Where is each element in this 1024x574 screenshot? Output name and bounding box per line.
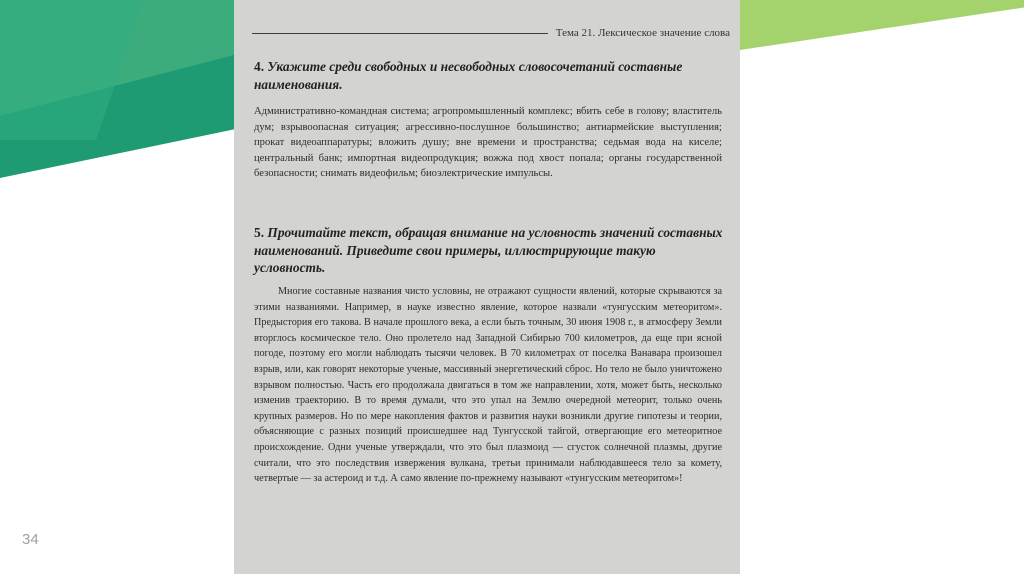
task-5-title: [254, 224, 724, 277]
slide-number: 34: [22, 531, 39, 548]
task-4-title: [254, 58, 724, 93]
task-4-number: 4.: [254, 59, 265, 74]
task-5-title-text: Прочитайте текст, обращая внимание на условность значений составных наименований. Приведите свои примеры, иллюстрирующие такую условность.: [254, 225, 723, 275]
decorative-lime-band: [740, 0, 1024, 50]
header-rule: [252, 33, 548, 34]
task-4-body: Административно-командная система; агропромышленный комплекс; вбить себе в голову; властитель дум; взрывоопасная ситуация; агрессивно-послушное большинство; антиармейские выступления; прокат видеоаппаратуры; вложить душу; вне времени и пространства; седьмая вода на киселе; центральный банк; импортная видеопродукция; вожжа под хвост попала; органы государственной безопасности; снимать видеофильм; биоэлектрические импульсы.: [254, 106, 722, 180]
task-4-title-text: Укажите среди свободных и несвободных словосочетаний составные наименования.: [254, 59, 683, 92]
task-5-body: Многие составные названия чисто условны, не отражают сущности явлений, которые скрываются за этими названиями. Например, в науке известно явление, которое назвали «тунгусским метеоритом». Предыстория его такова. В начале прошлого века, а если быть точным, 30 июня 1908 г., в атмосферу Земли вторглось космическое тело. Оно пролетело над Западной Сибирью 700 километров, да еще при ясной погоде, поэтому его могли наблюдать тысячи человек. В 70 километрах от поселка Ванавара произошел взрыв, или, как говорят некоторые ученые, массивный энергетический сброс. Но тело не было уничтожено взрывом полностью. Часть его продолжала двигаться в том же направлении, хотя, может быть, несколько изменив траекторию. В то время думали, что это упал на Землю очередной метеорит, только очень крупных размеров. Но по мере накопления фактов и развития науки возникли другие гипотезы и теории, объясняющие с разных позиций происшедшее над Тунгусской тайгой, отвергающие его метеоритное происхождение. Одни ученые утверждали, что это был плазмоид — сгусток солнечной плазмы, другие считали, что это последствия извержения вулкана, третьи принимали наблюдавшееся тело за комету, четвертые — за астероид и т.д. А само явление по-прежнему называют «тунгусским метеоритом»!: [254, 286, 722, 485]
task-5-number: 5.: [254, 225, 265, 240]
running-head-text: Тема 21. Лексическое значение слова: [555, 27, 730, 39]
scanned-book-page: [234, 0, 740, 574]
running-head: [252, 24, 730, 42]
